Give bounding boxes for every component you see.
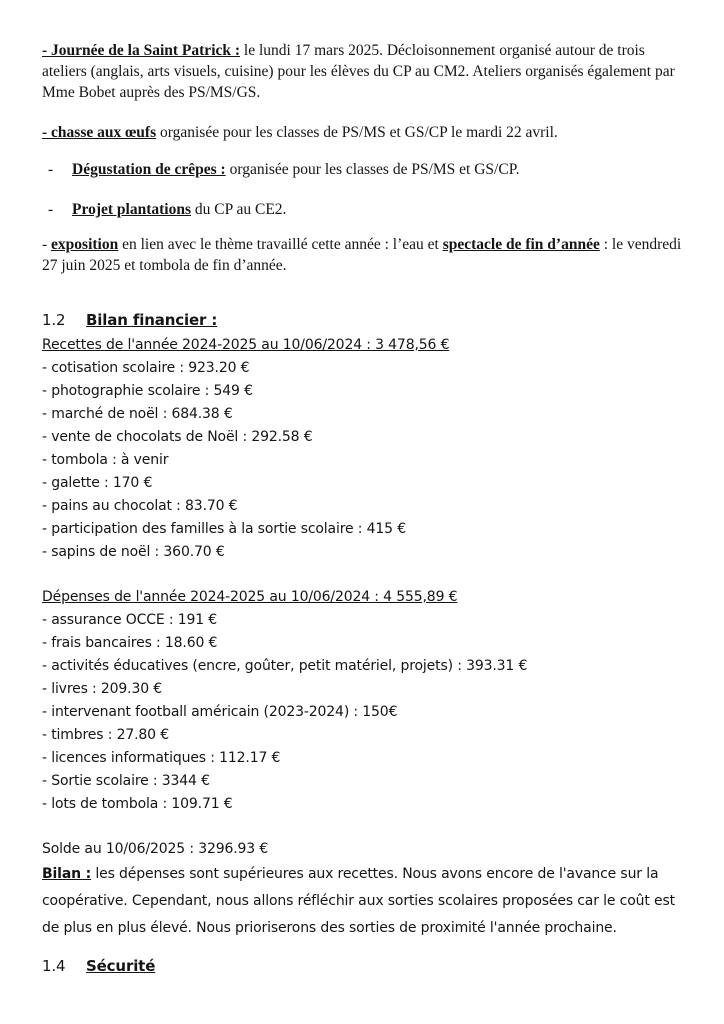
finance-line-item: - assurance OCCE : 191 € [42,612,218,628]
bilan-text: les dépenses sont supérieures aux recettes. Nous avons encore de l'avance sur la coopérative. Cependant, nous allons réfléchir aux sorties scolaires proposées car le coût est de plus en plus élevé. Nous prioriserons des sorties de proximité l'année prochaine. [42,866,675,936]
paragraph-chasse-aux-oeufs [42,122,684,143]
finance-line-item: - licences informatiques : 112.17 € [42,750,281,766]
finance-line-item: - activités éducatives (encre, goûter, petit matériel, projets) : 393.31 € [42,658,528,674]
paragraph-saint-patrick-text: le lundi 17 mars 2025. Décloisonnement organisé autour de trois ateliers (anglais, arts visuels, cuisine) pour les élèves du CP au CM2. Ateliers organisés également par Mme Bobet auprès des PS/MS/GS. [42,42,675,101]
section-number: 1.4 [42,957,66,975]
depenses-heading: Dépenses de l'année 2024-2025 au 10/06/2024 : 4 555,89 € [42,589,458,605]
bullet-plantations-content [72,199,286,220]
paragraph-saint-patrick [42,40,684,103]
bullet-plantations-text: du CP au CE2. [190,201,287,218]
paragraph-exposition-mid: en lien avec le thème travaillé cette année : l’eau et [118,236,443,253]
finance-line-item: - galette : 170 € [42,475,153,491]
finance-line-item: - marché de noël : 684.38 € [42,406,233,422]
bullet-dash: - [48,201,54,218]
finance-line-item: - timbres : 27.80 € [42,727,169,743]
bullet-plantations-lead: Projet plantations [72,201,191,218]
paragraph-saint-patrick-lead: - Journée de la Saint Patrick : [42,42,241,59]
finance-line-item: - vente de chocolats de Noël : 292.58 € [42,429,313,445]
finance-line-item: - participation des familles à la sortie scolaire : 415 € [42,521,406,537]
recettes-heading: Recettes de l'année 2024-2025 au 10/06/2024 : 3 478,56 € [42,337,450,353]
section-heading-bilan-financier [42,308,684,332]
finance-line-item: - Sortie scolaire : 3344 € [42,773,210,789]
recettes-list [42,357,684,564]
solde-line: Solde au 10/06/2025 : 3296.93 € [42,841,269,857]
paragraph-exposition-dash: - [42,236,52,253]
bilan-label: Bilan : [42,866,92,882]
finance-line-item: - sapins de noël : 360.70 € [42,544,225,560]
finance-line-item: - cotisation scolaire : 923.20 € [42,360,250,376]
paragraph-spectacle-lead: spectacle de fin d’année [442,236,600,253]
paragraph-exposition-text: : le vendredi 27 juin 2025 et tombola de fin d’année. [42,236,682,274]
finance-line-item: - lots de tombola : 109.71 € [42,796,233,812]
depenses-list [42,609,684,816]
bullet-degustation-lead: Dégustation de crêpes : [72,161,226,178]
bullet-degustation-content [72,159,519,180]
finance-line-item: - intervenant football américain (2023-2024) : 150€ [42,704,398,720]
section-title: Bilan financier : [86,311,218,329]
bullet-projet-plantations [48,199,684,220]
bullet-degustation-text: organisée pour les classes de PS/MS et GS/CP. [225,161,520,178]
section-number: 1.2 [42,311,66,329]
finance-line-item: - livres : 209.30 € [42,681,163,697]
bilan-paragraph [42,861,684,942]
finance-line-item: - tombola : à venir [42,452,169,468]
bullet-degustation-crepes [48,159,684,180]
paragraph-exposition-lead: exposition [51,236,119,253]
section-heading-securite [42,954,684,978]
finance-line-item: - frais bancaires : 18.60 € [42,635,218,651]
bullet-dash: - [48,161,54,178]
paragraph-exposition-spectacle [42,234,684,276]
paragraph-chasse-text: organisée pour les classes de PS/MS et GS/CP le mardi 22 avril. [156,124,558,141]
paragraph-chasse-lead: - chasse aux œufs [42,124,157,141]
finance-line-item: - photographie scolaire : 549 € [42,383,253,399]
section-title: Sécurité [86,957,156,975]
finance-line-item: - pains au chocolat : 83.70 € [42,498,238,514]
